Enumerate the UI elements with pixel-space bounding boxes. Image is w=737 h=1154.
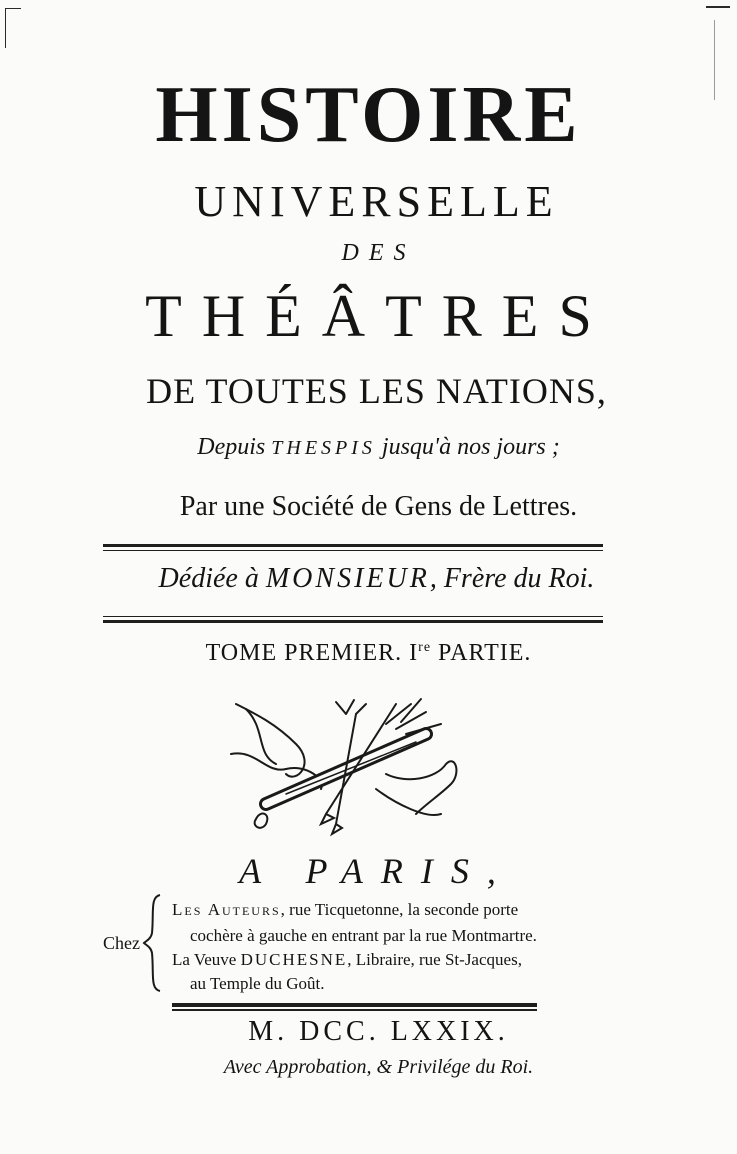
divider-rule-2	[103, 616, 603, 623]
depuis-suffix: jusqu'à nos jours ;	[381, 434, 560, 460]
volume-part-sup: re	[418, 640, 432, 655]
imprint-city: A PARIS,	[239, 851, 514, 891]
dedication-name: MONSIEUR	[265, 563, 430, 594]
page-edge-top-left	[5, 8, 21, 9]
page-edge-left	[5, 8, 6, 48]
imprint-line-1-name: Les Auteurs	[172, 900, 281, 919]
title-histoire: HISTOIRE	[155, 71, 582, 159]
imprint-line-3-prefix: La Veuve	[172, 950, 237, 969]
title-theatres: THÉÂTRES	[145, 283, 612, 349]
imprint-line-1	[172, 900, 518, 920]
volume-tome: TOME PREMIER.	[205, 640, 403, 666]
imprint-year: M. DCC. LXXIX.	[248, 1016, 509, 1047]
dedication-suffix: , Frère du Roi.	[429, 563, 595, 594]
title-nations: DE TOUTES LES NATIONS,	[146, 371, 607, 411]
title-universelle: UNIVERSELLE	[194, 177, 559, 226]
divider-rule-1	[103, 544, 603, 551]
imprint-privilege: Avec Approbation, & Privilége du Roi.	[223, 1056, 534, 1078]
page-edge-top-right	[706, 6, 730, 8]
imprint-line-3	[172, 950, 522, 970]
imprint-line-3-rest: , Libraire, rue St-Jacques,	[347, 950, 522, 969]
imprint-line-4: au Temple du Goût.	[190, 974, 325, 993]
subtitle-authors: Par une Société de Gens de Lettres.	[179, 491, 578, 522]
title-des: DES	[341, 240, 416, 266]
subtitle-depuis	[10, 434, 737, 461]
brace-icon	[142, 893, 164, 993]
divider-rule-3	[172, 1003, 537, 1011]
depuis-name: THESPIS	[271, 437, 376, 459]
crossed-quivers-arrows-ornament-icon	[226, 694, 466, 844]
volume-part-num: I	[409, 640, 419, 666]
imprint-line-1-rest: , rue Ticquetonne, la seconde porte	[280, 900, 519, 919]
dedication-prefix: Dédiée à	[158, 563, 259, 594]
imprint-line-2: cochère à gauche en entrant par la rue Montmartre.	[190, 926, 537, 945]
dedication	[8, 563, 737, 595]
volume-info	[0, 640, 737, 667]
imprint-line-3-name: DUCHESNE	[240, 950, 348, 969]
imprint-chez: Chez	[103, 933, 140, 953]
depuis-prefix: Depuis	[197, 434, 266, 460]
volume-part-word: PARTIE.	[438, 640, 532, 666]
